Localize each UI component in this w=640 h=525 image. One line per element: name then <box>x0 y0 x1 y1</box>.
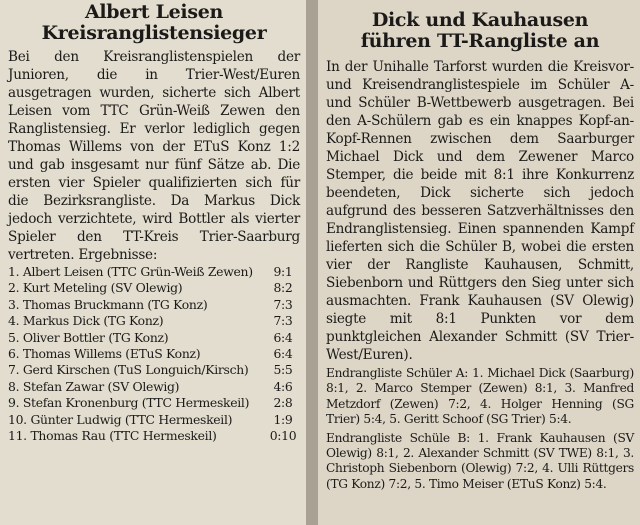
result-score: 0:10 <box>269 428 297 444</box>
result-row <box>8 379 300 395</box>
standings-schueler-b: Endrangliste Schüle B: 1. Frank Kauhausen (SV Olewig) 8:1, 2. Alexander Schmitt (SV TWE) 8:1, 3. Christoph Siebenborn (Olewig) 7:2, 4. Ulli Rüttgers (TG Konz) 7:2, 5. Timo Meiser (ETuS Konz) 5:4. <box>326 430 634 491</box>
left-headline-line-1: Albert Leisen <box>84 1 224 23</box>
result-row <box>8 428 300 444</box>
result-player: 5. Oliver Bottler (TG Konz) <box>8 329 169 345</box>
result-row <box>8 412 300 428</box>
result-score: 8:2 <box>273 280 293 296</box>
right-article-body: In der Unihalle Tarforst wurden die Kreisvor- und Kreisendranglistespiele im Schüler A- und Schüler B-Wettbewerb ausgetragen. Bei den A-Schülern gab es ein knappes Kopf-an-Kopf-Rennen zwischen dem Saarburger Michael Dick und dem Zewener Marco Stemper, die beide mit 8:1 ihre Konkurrenz beendeten, Dick sicherte sich jedoch aufgrund des besseren Satzverhältnisses den Endranglistensieg. Einen spannenden Kampf lieferten sich die Schüler B, wobei die ersten vier der Rangliste Kauhausen, Schmitt, Siebenborn und Rüttgers den Sieg unter sich ausmachten. Frank Kauhausen (SV Olewig) siegte mit 8:1 Punkten vor dem punktgleichen Alexander Schmitt (SV Trier-West/Euren). <box>326 59 634 363</box>
result-player: 1. Albert Leisen (TTC Grün-Weiß Zewen) <box>8 264 253 279</box>
left-headline <box>8 2 300 44</box>
left-headline-line-2: Kreisranglistensieger <box>41 22 267 44</box>
result-row <box>8 346 300 362</box>
result-player: 11. Thomas Rau (TTC Hermeskeil) <box>8 428 217 444</box>
result-row <box>8 280 300 296</box>
clipping-gap <box>306 0 318 525</box>
result-score: 6:4 <box>273 346 293 362</box>
result-score: 6:4 <box>273 329 293 345</box>
result-row <box>8 297 300 313</box>
result-score: 1:9 <box>273 411 293 427</box>
result-player: 3. Thomas Bruckmann (TG Konz) <box>8 296 208 312</box>
result-player: 4. Markus Dick (TG Konz) <box>8 313 164 329</box>
result-score: 7:3 <box>273 313 293 329</box>
result-score: 2:8 <box>273 395 293 411</box>
result-player: 6. Thomas Willems (ETuS Konz) <box>8 346 201 362</box>
left-article-clipping <box>0 0 306 525</box>
right-headline-line-1: Dick und Kauhausen <box>371 9 589 31</box>
result-row <box>8 264 300 280</box>
result-player: 9. Stefan Kronenburg (TTC Hermeskeil) <box>8 395 250 411</box>
right-article-clipping <box>318 0 640 525</box>
result-score: 5:5 <box>273 362 293 378</box>
result-score: 4:6 <box>273 378 293 394</box>
result-player: 7. Gerd Kirschen (TuS Longuich/Kirsch) <box>8 362 249 378</box>
result-row <box>8 395 300 411</box>
result-player: 8. Stefan Zawar (SV Olewig) <box>8 378 180 394</box>
results-list <box>8 264 300 444</box>
standings-schueler-a: Endrangliste Schüler A: 1. Michael Dick (Saarburg) 8:1, 2. Marco Stemper (Zewen) 8:1, 3. Manfred Metzdorf (Zewen) 7:2, 4. Holger Henning (SG Trier) 5:4, 5. Geritt Schoof (SG Trier) 5:4. <box>326 366 634 427</box>
standings-block <box>326 366 634 492</box>
result-score: 7:3 <box>273 296 293 312</box>
left-article-body: Bei den Kreisranglistenspielen der Junioren, die in Trier-West/Euren ausgetragen wurden, sicherte sich Albert Leisen vom TTC Grün-Weiß Zewen den Ranglistensieg. Er verlor lediglich gegen Thomas Willems von der ETuS Konz 1:2 und gab insgesamt nur fünf Sätze ab. Die ersten vier Spieler qualifizierten sich für die Bezirksrangliste. Da Markus Dick jedoch verzichtete, wird Bottler als vierter Spieler den TT-Kreis Trier-Saarburg vertreten. Ergebnisse: <box>8 49 300 263</box>
result-row <box>8 330 300 346</box>
result-score: 9:1 <box>273 264 293 279</box>
result-player: 10. Günter Ludwig (TTC Hermeskeil) <box>8 411 233 427</box>
result-row <box>8 362 300 378</box>
right-headline-line-2: führen TT-Rangliste an <box>360 30 600 52</box>
result-row <box>8 313 300 329</box>
right-headline <box>326 10 634 52</box>
result-player: 2. Kurt Meteling (SV Olewig) <box>8 280 183 296</box>
